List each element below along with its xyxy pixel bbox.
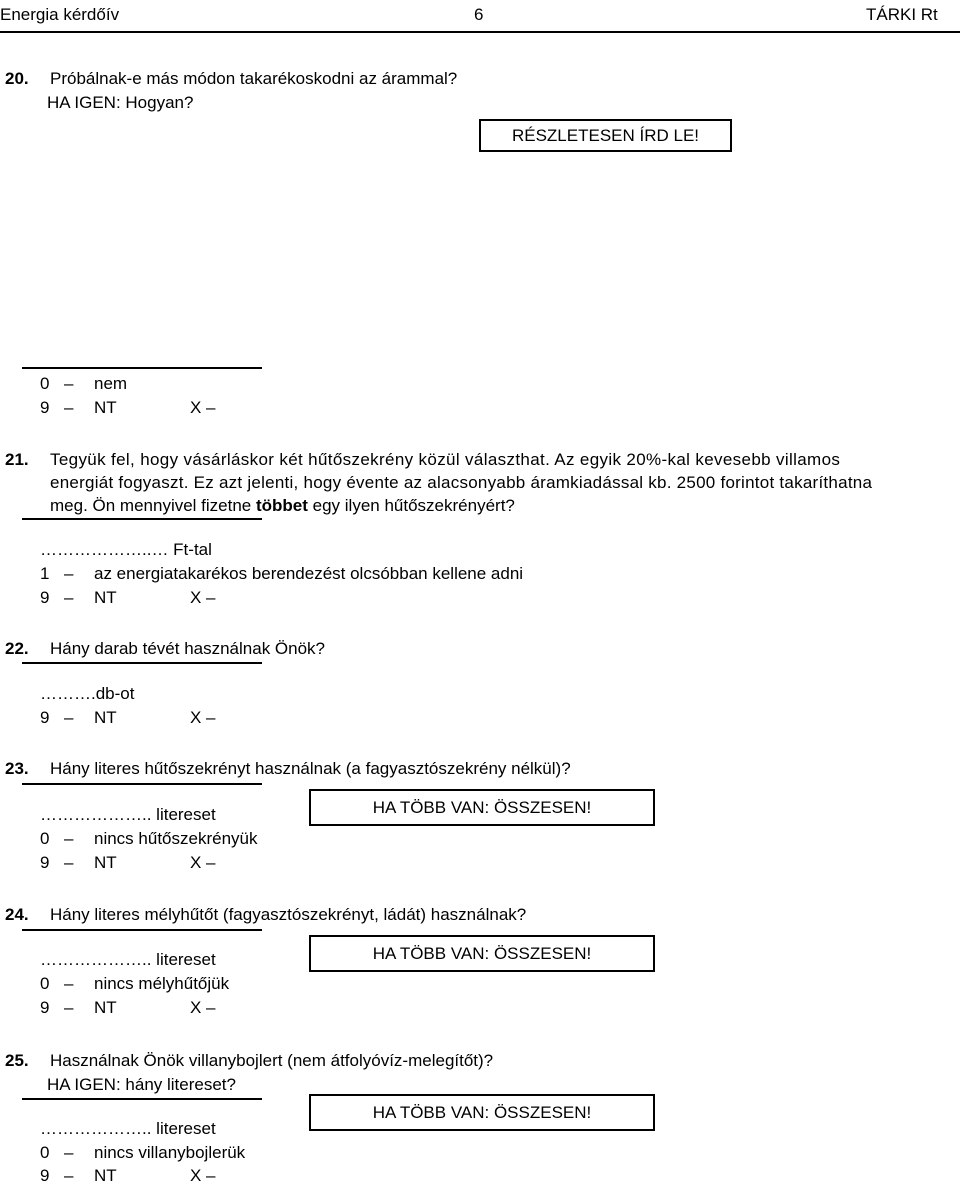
option-x-mark: X – <box>190 588 216 607</box>
option-x-mark: X – <box>190 998 216 1017</box>
option-row[interactable]: 9 – NT X – <box>40 588 216 607</box>
option-x-mark: X – <box>190 1166 216 1185</box>
option-code: 9 <box>40 708 50 727</box>
option-label: NT <box>94 998 117 1017</box>
header-title: Energia kérdőív <box>0 5 120 24</box>
option-row[interactable]: 0 – nincs mélyhűtőjük <box>40 974 230 993</box>
option-x-mark: X – <box>190 708 216 727</box>
option-row[interactable]: 9 – NT X – <box>40 853 216 872</box>
option-x-mark: X – <box>190 398 216 417</box>
option-row[interactable]: 0 – nincs villanybojlerük <box>40 1143 246 1162</box>
question-number: 23. <box>5 759 29 778</box>
option-row[interactable]: 0 – nincs hűtőszekrényük <box>40 829 258 848</box>
answer-divider <box>22 929 262 931</box>
question-text: Próbálnak-e más módon takarékoskodni az árammal? <box>50 69 458 88</box>
answer-divider <box>22 662 262 664</box>
answer-field[interactable]: ……………….. litereset <box>40 805 216 824</box>
instruction-box <box>309 789 655 826</box>
option-code: 1 <box>40 564 50 583</box>
option-label: NT <box>94 1166 117 1185</box>
option-code: 0 <box>40 374 50 393</box>
option-label: nem <box>94 374 128 393</box>
answer-field[interactable]: ……………….. litereset <box>40 1119 216 1138</box>
option-label: NT <box>94 853 117 872</box>
instruction-text: HA TÖBB VAN: ÖSSZESEN! <box>372 1102 592 1122</box>
option-label: nincs mélyhűtőjük <box>94 974 230 993</box>
answer-divider <box>22 518 262 520</box>
question-number: 24. <box>5 905 29 924</box>
option-label: NT <box>94 398 117 417</box>
question-number: 25. <box>5 1051 29 1070</box>
answer-divider <box>22 783 262 785</box>
answer-divider <box>22 367 262 369</box>
option-code: 0 <box>40 829 50 848</box>
answer-field[interactable]: ………………..… Ft-tal <box>40 540 212 559</box>
header-org: TÁRKI Rt <box>866 5 938 24</box>
question-text: Hány literes mélyhűtőt (fagyasztószekrényt, ládát) használnak? <box>50 905 527 924</box>
instruction-box <box>309 1094 655 1131</box>
option-row[interactable]: 9 – NT X – <box>40 998 216 1017</box>
followup-text: HA IGEN: hány litereset? <box>47 1075 236 1094</box>
option-label: az energiatakarékos berendezést olcsóbban kellene adni <box>94 564 524 583</box>
question-text-line: Tegyük fel, hogy vásárláskor két hűtőszekrény közül választhat. Az egyik 20%-kal kevesebb villamos <box>50 450 841 469</box>
option-code: 0 <box>40 1143 50 1162</box>
question-text: Hány darab tévét használnak Önök? <box>50 639 326 658</box>
instruction-box <box>479 119 732 152</box>
option-code: 9 <box>40 853 50 872</box>
option-code: 0 <box>40 974 50 993</box>
instruction-box <box>309 935 655 972</box>
instruction-text: HA TÖBB VAN: ÖSSZESEN! <box>372 797 592 817</box>
option-row[interactable]: 0 – nem <box>40 374 128 393</box>
instruction-text: HA TÖBB VAN: ÖSSZESEN! <box>372 943 592 963</box>
option-row[interactable]: 9 – NT X – <box>40 1166 216 1185</box>
option-code: 9 <box>40 1166 50 1185</box>
option-code: 9 <box>40 588 50 607</box>
answer-field[interactable]: ……………….. litereset <box>40 950 216 969</box>
answer-field[interactable]: ……….db-ot <box>40 684 135 703</box>
question-text-line: meg. Ön mennyivel fizetne többet egy ilyen hűtőszekrényért? <box>50 496 515 515</box>
question-number: 21. <box>5 450 29 469</box>
page-number: 6 <box>474 5 484 24</box>
instruction-text: RÉSZLETESEN ÍRD LE! <box>511 125 700 145</box>
option-x-mark: X – <box>190 853 216 872</box>
question-text: Használnak Önök villanybojlert (nem átfolyóvíz-melegítőt)? <box>50 1051 494 1070</box>
option-code: 9 <box>40 998 50 1017</box>
option-label: NT <box>94 708 117 727</box>
followup-text: HA IGEN: Hogyan? <box>47 93 194 112</box>
option-code: 9 <box>40 398 50 417</box>
option-label: nincs hűtőszekrényük <box>94 829 258 848</box>
answer-divider <box>22 1098 262 1100</box>
option-label: NT <box>94 588 117 607</box>
option-label: nincs villanybojlerük <box>94 1143 246 1162</box>
header-divider <box>0 31 960 33</box>
option-row[interactable]: 9 – NT X – <box>40 708 216 727</box>
question-number: 20. <box>5 69 29 88</box>
option-row[interactable]: 1 – az energiatakarékos berendezést olcsóbban kellene adni <box>40 564 524 583</box>
question-number: 22. <box>5 639 29 658</box>
option-row[interactable]: 9 – NT X – <box>40 398 216 417</box>
question-text-line: energiát fogyaszt. Ez azt jelenti, hogy évente az alacsonyabb áramkiadással kb. 2500 forintot takaríthatna <box>50 473 873 492</box>
emphasis-text: többet <box>255 496 308 515</box>
question-text: Hány literes hűtőszekrényt használnak (a fagyasztószekrény nélkül)? <box>50 759 571 778</box>
